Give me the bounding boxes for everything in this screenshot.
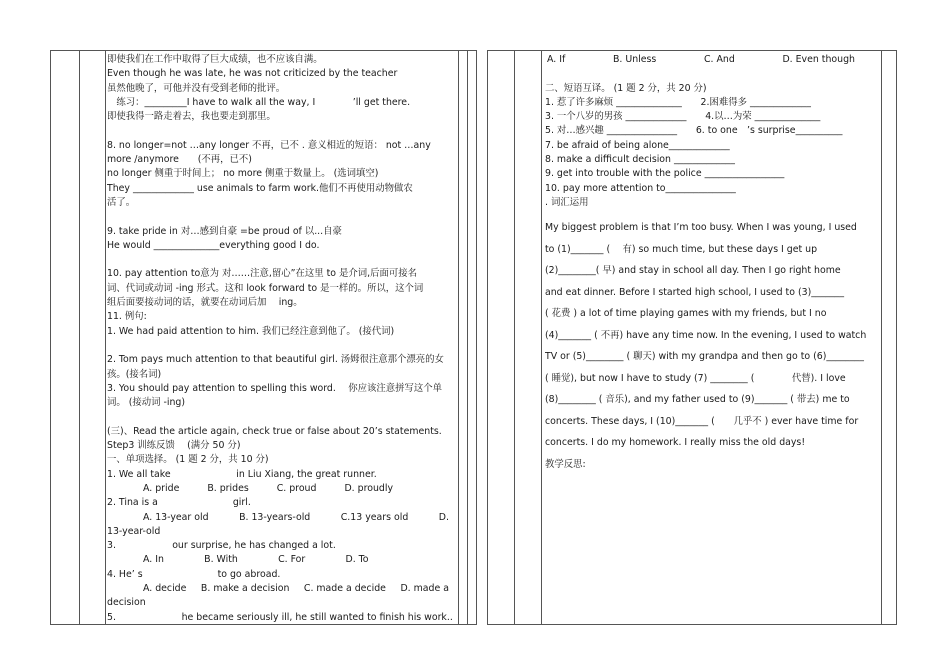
option: A. 13-year old bbox=[143, 511, 209, 523]
teaching-reflection-label: 教学反思: bbox=[545, 458, 586, 470]
text-line: 一、单项选择。 (1 题 2 分，共 10 分) bbox=[107, 454, 269, 466]
spacer bbox=[107, 339, 455, 353]
passage-line: and eat dinner. Before I started high school, I used to (3)_______ bbox=[545, 286, 845, 298]
question-3-options bbox=[107, 553, 455, 567]
question-3: 3. our surprise, he has changed a lot. bbox=[107, 540, 336, 552]
option: D. To bbox=[345, 554, 369, 566]
option: A. If bbox=[547, 54, 566, 65]
option: B. make a decision bbox=[200, 582, 290, 594]
text-line: 练习：_________I have to walk all the way, I ’ll get there. bbox=[107, 96, 411, 108]
option: A. pride bbox=[143, 482, 180, 494]
option: A. In bbox=[143, 554, 164, 566]
passage-line: concerts. I do my homework. I really miss the old days! bbox=[545, 437, 806, 449]
option: C. proud bbox=[276, 482, 317, 494]
option: B. 13-years-old bbox=[239, 511, 311, 523]
text-line: 即使我们在工作中取得了巨大成绩，也不应该自满。 bbox=[107, 54, 323, 65]
text-line: 8. no longer=not …any longer 不再，已不 . 意义相近的短语： not …any bbox=[107, 139, 431, 151]
column-divider bbox=[458, 51, 459, 624]
option: C. made a decide bbox=[303, 582, 386, 594]
text-line: no longer 侧重于时间上； no more 侧重于数量上。 (选词填空) bbox=[107, 168, 379, 180]
option: D. Even though bbox=[782, 54, 855, 65]
option: B. prides bbox=[207, 482, 249, 494]
text-line: 即使我得一路走着去，我也要走到那里。 bbox=[107, 111, 276, 123]
left-content bbox=[107, 53, 455, 625]
question-5: 5. he became seriously ill, he still wanted to finish his work.. bbox=[107, 611, 453, 623]
question-1-options bbox=[107, 482, 455, 496]
option: A. decide bbox=[143, 582, 187, 594]
text-line: Even though he was late, he was not criticized by the teacher bbox=[107, 68, 398, 80]
passage-line: ( 花费 ) a lot of time playing games with my friends, but I no bbox=[545, 308, 827, 320]
text-line: 虽然他晚了，可他并没有受到老师的批评。 bbox=[107, 82, 286, 94]
text-line: He would ______________everything good I do. bbox=[107, 239, 320, 251]
question-5-options bbox=[545, 53, 875, 67]
spacer bbox=[107, 253, 455, 267]
question-2-continued: 13-year-old bbox=[107, 525, 161, 537]
question-4-continued: decision bbox=[107, 597, 146, 609]
text-line: They _____________ use animals to farm work.他们不再使用动物做农 bbox=[107, 182, 413, 194]
option: D. made a bbox=[400, 582, 449, 594]
passage-line: My biggest problem is that I’m too busy. When I was young, I used bbox=[545, 222, 857, 234]
text-line: (三)、Read the article again, check true or false about 20’s statements. bbox=[107, 425, 442, 437]
phrase-item: 3. 一个八岁的男孩 _____________ 4.以…为荣 ______________ bbox=[545, 111, 821, 123]
spacer bbox=[107, 410, 455, 424]
phrase-item: 9. get into trouble with the police _________________ bbox=[545, 168, 785, 180]
section-heading: 二、短语互译。 (1 题 2 分，共 20 分) bbox=[545, 82, 707, 94]
passage-line: to (1)_______ ( 有) so much time, but these days I get up bbox=[545, 243, 818, 255]
spacer bbox=[545, 210, 875, 217]
question-4: 4. He’ s to go abroad. bbox=[107, 568, 281, 580]
question-1: 1. We all take in Liu Xiang, the great runner. bbox=[107, 468, 377, 480]
left-worksheet-panel bbox=[50, 50, 477, 625]
option: D. bbox=[438, 511, 449, 523]
spacer bbox=[107, 124, 455, 138]
text-line: 9. take pride in 对…感到自豪 =be proud of 以...自豪 bbox=[107, 225, 342, 237]
column-divider bbox=[514, 51, 515, 624]
right-worksheet-panel bbox=[487, 50, 897, 625]
option: D. proudly bbox=[344, 482, 393, 494]
column-divider bbox=[79, 51, 80, 624]
right-content bbox=[545, 53, 875, 475]
option: C. For bbox=[278, 554, 306, 566]
passage-line: (4)_______ ( 不再) have any time now. In the evening, I used to watch bbox=[545, 329, 867, 341]
question-4-options bbox=[107, 582, 455, 596]
phrase-item: 10. pay more attention to_______________ bbox=[545, 182, 736, 194]
passage-line: concerts. These days, I (10)_______ ( 几乎不 ) ever have time for bbox=[545, 415, 859, 427]
question-2-options bbox=[107, 511, 455, 525]
text-line: 孩。(接名词) bbox=[107, 368, 162, 380]
question-2: 2. Tina is a girl. bbox=[107, 497, 251, 509]
spacer bbox=[107, 210, 455, 224]
text-line: 10. pay attention to意为 对……注意,留心”在这里 to 是介词,后面可接名 bbox=[107, 268, 417, 280]
column-divider bbox=[467, 51, 468, 624]
option: B. Unless bbox=[612, 54, 657, 65]
text-line: 词、代词或动词 -ing 形式。这和 look forward to 是一样的。所以，这个词 bbox=[107, 282, 424, 294]
phrase-item: 8. make a difficult decision _____________ bbox=[545, 154, 735, 166]
text-line: 词。 (接动词 -ing) bbox=[107, 397, 186, 409]
option: C.13 years old bbox=[340, 511, 409, 523]
column-divider bbox=[105, 51, 106, 624]
passage-line: TV or (5)________ ( 聊天) with my grandpa and then go to (6)________ bbox=[545, 351, 864, 363]
text-line: 组后面要接动词的话，就要在动词后加 ing。 bbox=[107, 297, 303, 309]
phrase-item: 1. 惹了许多麻烦 ______________ 2.困难得多 _____________ bbox=[545, 96, 811, 108]
text-line: 1. We had paid attention to him. 我们已经注意到他了。 (接代词) bbox=[107, 325, 395, 337]
option: B. With bbox=[204, 554, 238, 566]
text-line: 2. Tom pays much attention to that beautiful girl. 汤姆很注意那个漂亮的女 bbox=[107, 354, 444, 366]
text-line: more /anymore (不再，已不) bbox=[107, 154, 252, 166]
passage-line: (2)________( 早) and stay in school all day. Then I go right home bbox=[545, 265, 841, 277]
passage-line: (8)________ ( 音乐), and my father used to (9)_______ ( 带去) me to bbox=[545, 394, 850, 406]
text-line: 11. 例句: bbox=[107, 311, 147, 323]
option: C. And bbox=[703, 54, 735, 65]
section-heading: . 词汇运用 bbox=[545, 196, 589, 208]
text-line: Step3 训练反馈 (满分 50 分) bbox=[107, 440, 241, 452]
column-divider bbox=[541, 51, 542, 624]
phrase-item: 5. 对…感兴趣 _______________ 6. to one ’s surprise__________ bbox=[545, 125, 843, 137]
passage-line: ( 睡觉), but now I have to study (7) ________ ( 代替). I love bbox=[545, 372, 846, 384]
column-divider bbox=[881, 51, 882, 624]
phrase-item: 7. be afraid of being alone_____________ bbox=[545, 139, 730, 151]
spacer bbox=[545, 67, 875, 81]
text-line: 活了。 bbox=[107, 196, 136, 208]
text-line: 3. You should pay attention to spelling this word. 你应该注意拼写这个单 bbox=[107, 382, 442, 394]
